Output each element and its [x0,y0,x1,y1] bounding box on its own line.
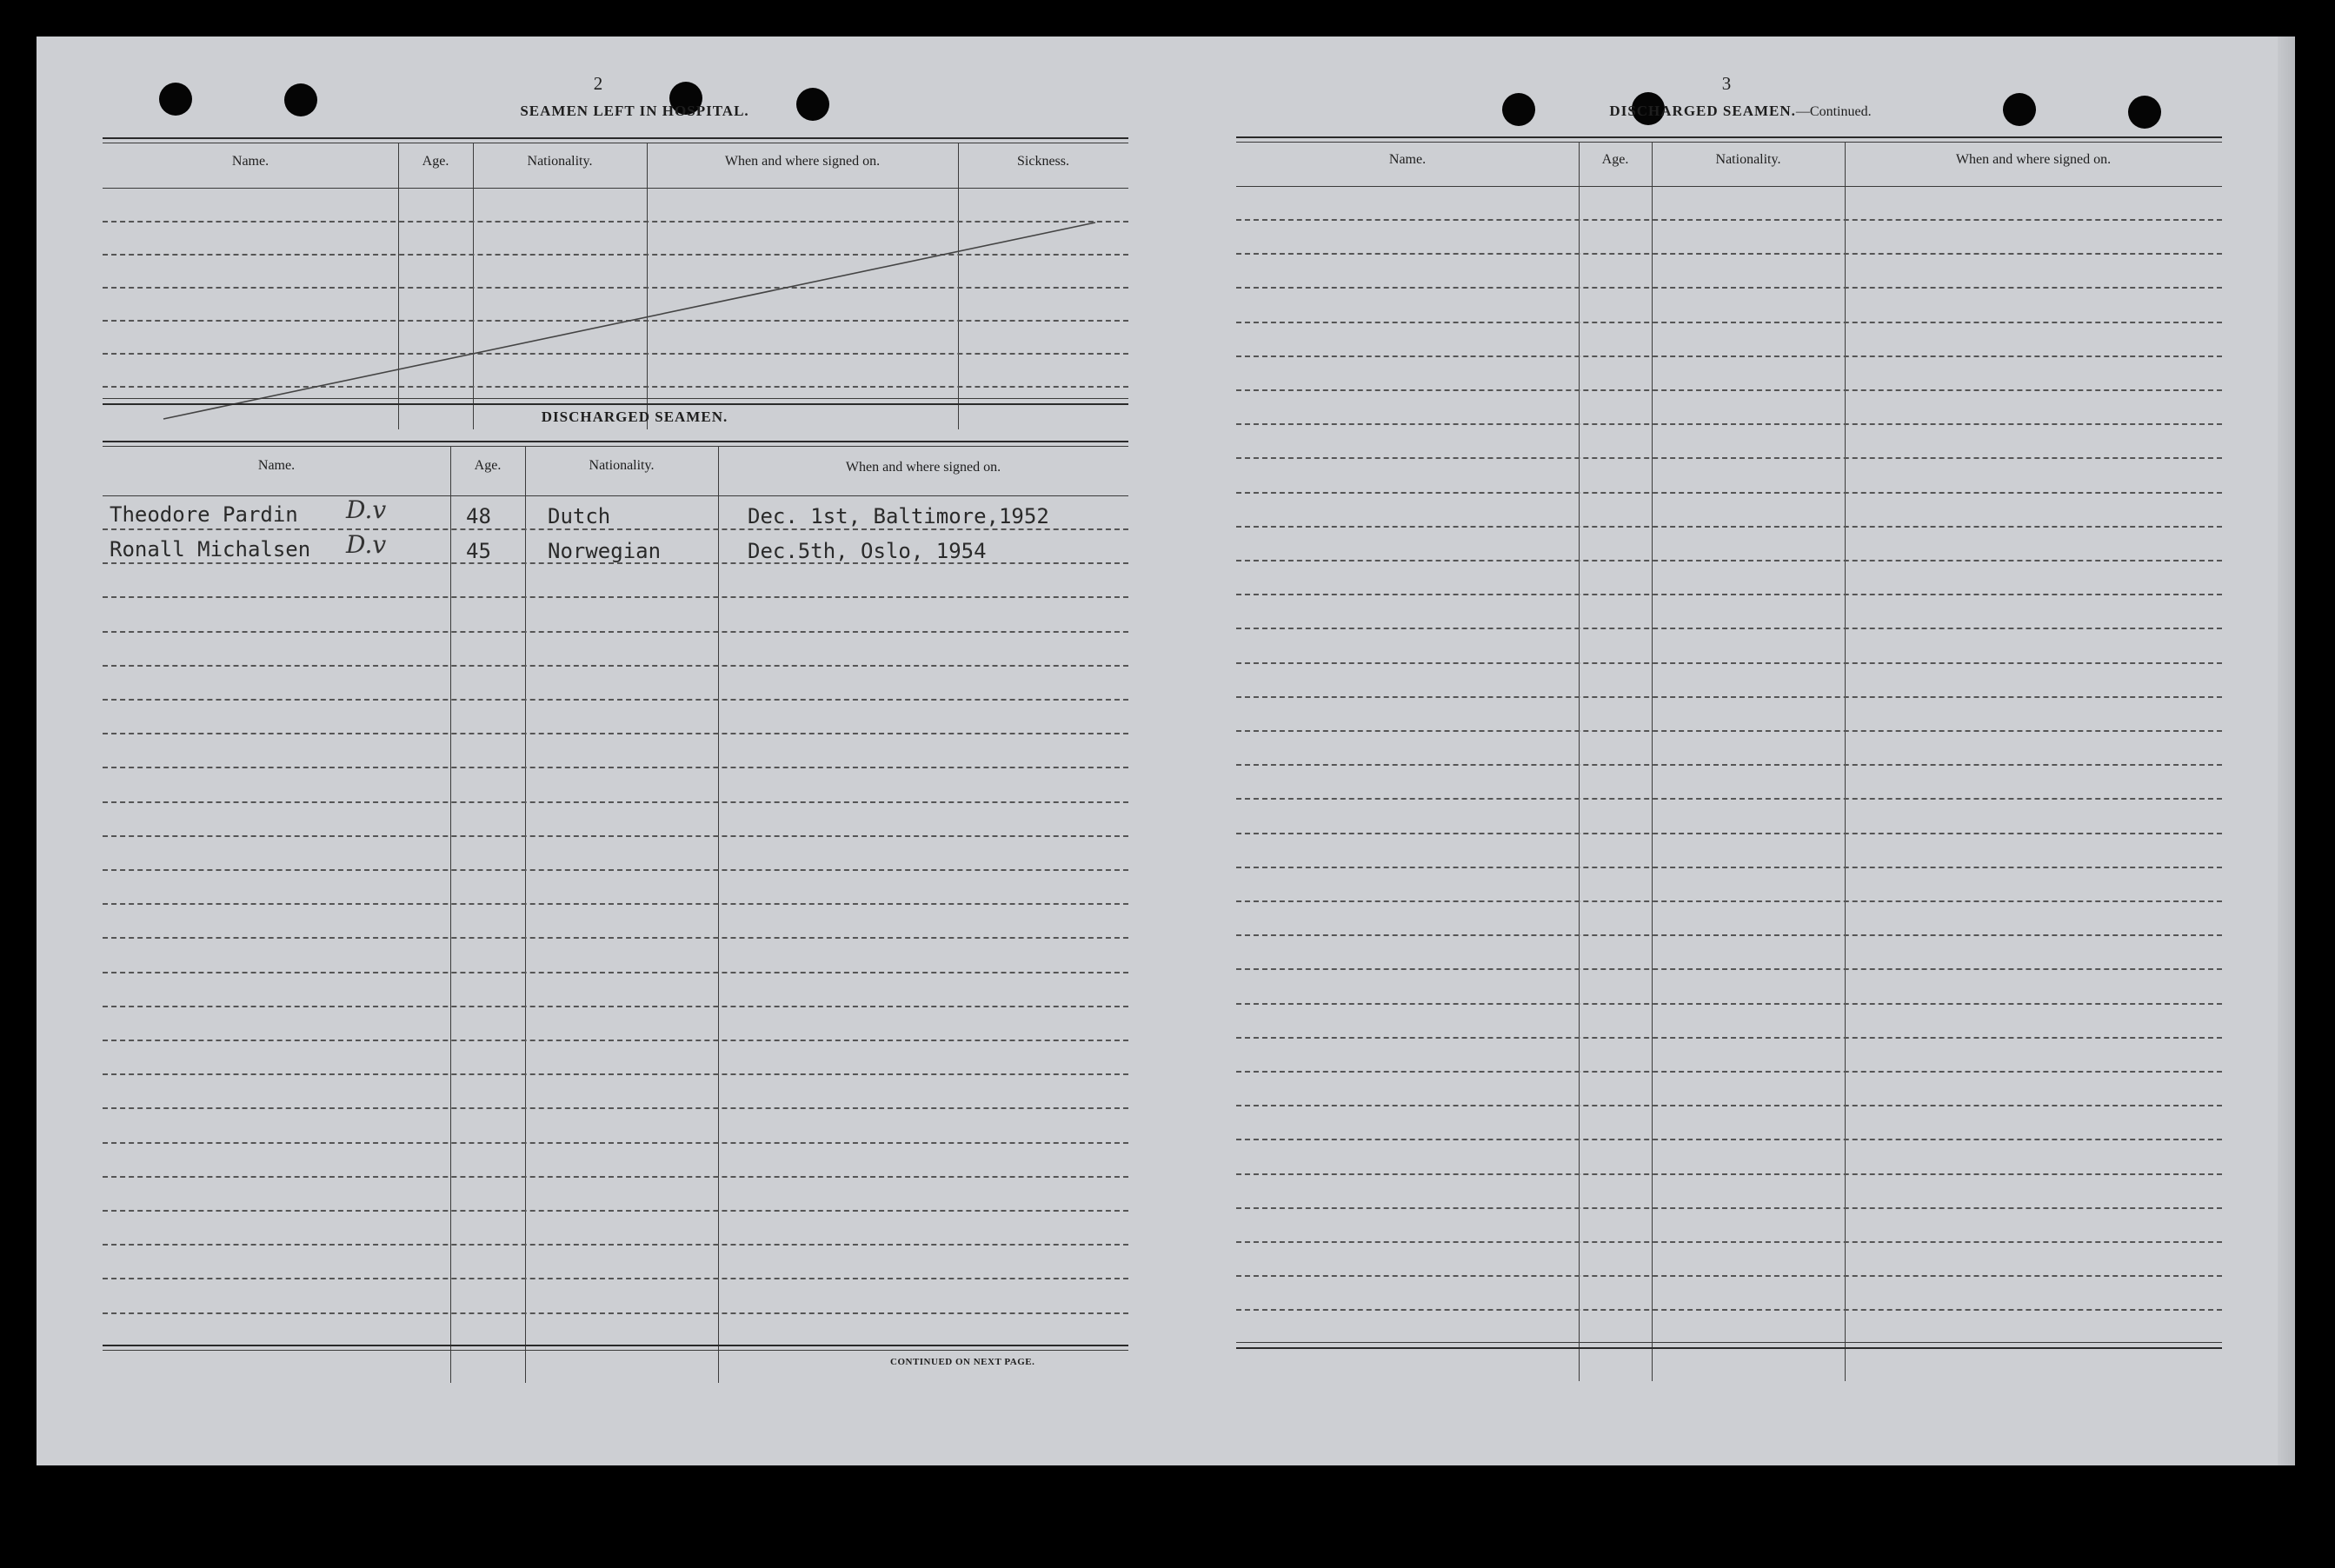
row-line [1236,219,2222,221]
punch-hole [284,83,317,116]
right-col-divider [1579,142,1580,1381]
row-line [1236,1241,2222,1243]
discharged-col-divider [718,446,719,1383]
discharged-row-2-nationality: Norwegian [548,539,662,563]
row-line [1236,696,2222,698]
row-line [103,1278,1128,1279]
row-line [103,869,1128,871]
punch-hole [2128,96,2161,129]
discharged-bottom-rule-2 [103,1350,1128,1351]
hospital-bottom-rule [103,398,1128,399]
discharged-row-1-age: 48 [466,504,491,528]
row-line [1236,355,2222,357]
right-col-name: Name. [1388,152,1427,167]
row-line [1236,594,2222,595]
page-number-left: 2 [593,73,603,94]
row-line [1236,867,2222,868]
hospital-col-nationality: Nationality. [527,154,593,169]
row-line [103,562,1128,564]
right-col-age: Age. [1601,152,1629,167]
discharged-col-age: Age. [474,458,502,473]
row-line [1236,1003,2222,1005]
row-line [103,596,1128,598]
row-line [103,1142,1128,1144]
discharged-row-2-signed-on: Dec.5th, Oslo, 1954 [748,539,987,563]
hospital-col-signed-on: When and where signed on. [724,154,881,169]
row-line [1236,457,2222,459]
row-line [103,1176,1128,1178]
row-line [103,1006,1128,1007]
discharged-row-2-name: Ronall Michalsen [110,537,311,561]
punch-hole [159,83,192,116]
row-line [1236,389,2222,391]
row-line [1236,322,2222,323]
row-line [1236,900,2222,902]
right-bottom-rule-2 [1236,1347,2222,1349]
discharged-row-1-nationality: Dutch [548,504,611,528]
row-line [103,801,1128,803]
row-line [103,631,1128,633]
right-col-nationality: Nationality. [1715,152,1781,167]
row-line [103,528,1128,530]
row-line [103,1312,1128,1314]
hospital-cancel-line [103,184,1128,428]
row-line [103,665,1128,667]
right-col-divider [1652,142,1653,1381]
discharged-top-rule [103,441,1128,442]
row-line [1236,1173,2222,1175]
row-line [1236,253,2222,255]
discharged-col-name: Name. [257,458,296,473]
hospital-col-age: Age. [422,154,449,169]
row-line [103,767,1128,768]
discharged-section-title: DISCHARGED SEAMEN. [541,409,728,425]
right-col-signed-on: When and where signed on. [1955,152,2112,167]
row-line [1236,934,2222,936]
discharged-row-2-age: 45 [466,539,491,563]
row-line [103,1073,1128,1075]
hospital-section-title: SEAMEN LEFT IN HOSPITAL. [520,103,749,119]
document-sheet [37,37,2295,1465]
right-col-divider [1845,142,1846,1381]
row-line [103,699,1128,701]
row-line [1236,833,2222,834]
row-line [103,937,1128,939]
discharged-row-1-signed-on: Dec. 1st, Baltimore,1952 [748,504,1049,528]
hospital-col-name: Name. [231,154,269,169]
row-line [1236,1037,2222,1039]
row-line [103,972,1128,973]
row-line [1236,492,2222,494]
hospital-bottom-rule-2 [103,403,1128,405]
row-line [103,1210,1128,1212]
row-line [1236,730,2222,732]
discharged-row-2-mark: D.v [346,530,387,559]
discharged-col-signed-on: When and where signed on. [845,460,1001,475]
row-line [1236,798,2222,800]
row-line [1236,662,2222,664]
discharged-continued-title [1567,103,1914,120]
punch-hole [1502,93,1535,126]
row-line [1236,287,2222,289]
row-line [1236,1139,2222,1140]
row-line [103,733,1128,734]
row-line [1236,1275,2222,1277]
sheet-edge [2278,37,2295,1465]
row-line [1236,764,2222,766]
discharged-bottom-rule [103,1345,1128,1346]
row-line [1236,560,2222,561]
row-line [103,1107,1128,1109]
page-number-right: 3 [1721,73,1732,94]
punch-hole [2003,93,2036,126]
right-header-rule [1236,186,2222,187]
discharged-row-1-mark: D.v [346,495,387,524]
row-line [1236,526,2222,528]
continued-footer: CONTINUED ON NEXT PAGE. [890,1357,1035,1367]
row-line [1236,1071,2222,1073]
hospital-col-sickness: Sickness. [1017,154,1069,169]
discharged-header-rule [103,495,1128,496]
discharged-continued-suffix: —Continued. [1795,104,1872,119]
hospital-top-rule [103,137,1128,139]
row-line [1236,968,2222,970]
row-line [1236,628,2222,629]
row-line [103,903,1128,905]
row-line [1236,1105,2222,1106]
discharged-col-nationality: Nationality. [589,458,655,473]
discharged-col-divider [525,446,526,1383]
right-top-rule-2 [1236,142,2222,143]
right-bottom-rule [1236,1342,2222,1343]
row-line [1236,1309,2222,1311]
row-line [103,1244,1128,1246]
discharged-col-divider [450,446,451,1383]
row-line [103,835,1128,837]
row-line [103,1040,1128,1041]
discharged-top-rule-2 [103,446,1128,447]
discharged-continued-title-text: DISCHARGED SEAMEN. [1609,103,1796,119]
row-line [1236,1207,2222,1209]
discharged-row-1-name: Theodore Pardin [110,502,298,527]
row-line [1236,423,2222,425]
right-top-rule [1236,136,2222,138]
